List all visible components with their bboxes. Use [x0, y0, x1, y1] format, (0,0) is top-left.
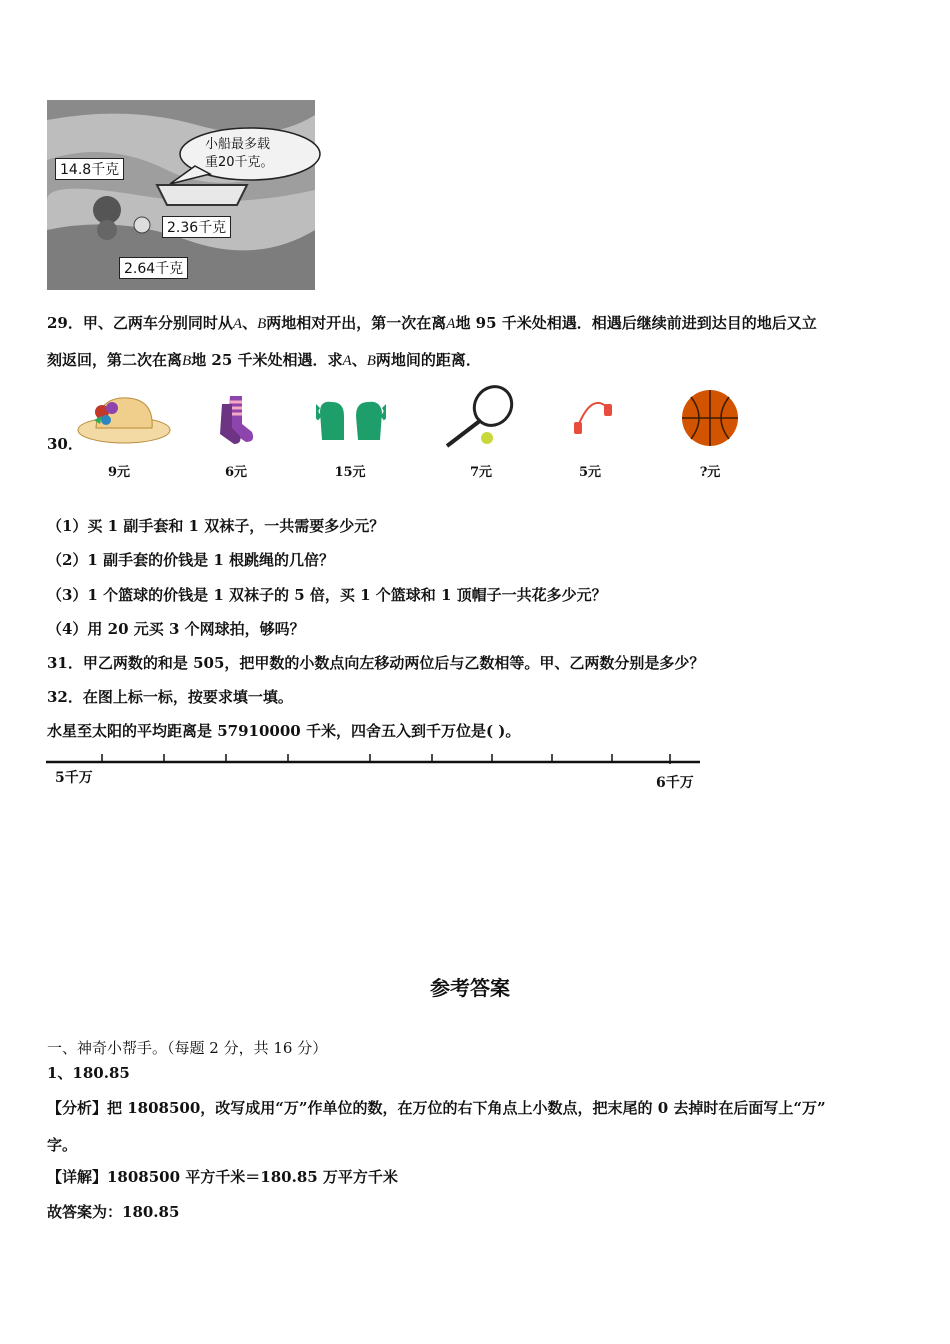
bubble-text-2: 重20千克。: [205, 155, 274, 170]
q29-number: 29．: [47, 314, 83, 332]
bubble-text-1: 小船最多载: [205, 137, 271, 152]
boat-figure: [47, 100, 315, 290]
answer-1-final: 故答案为：180.85: [47, 1203, 180, 1221]
q29-point-a-3: A: [342, 353, 352, 369]
price-gloves: 15元: [334, 465, 366, 480]
q29-text-2a: 刻返回，第二次在离: [47, 351, 183, 369]
q30-sub1: （1）买 1 副手套和 1 双袜子，一共需要多少元？: [47, 517, 385, 535]
q29-text-2c: 两地间的距离．: [375, 351, 481, 369]
number-line-left-label: 5千万: [55, 770, 93, 786]
q29-point-a-2: A: [446, 316, 456, 332]
answer-1: 1、180.85: [47, 1064, 130, 1082]
q29-point-b-2: B: [182, 353, 192, 369]
tennis-racket-icon: [441, 384, 521, 454]
q30-sub2: （2）1 副手套的价钱是 1 根跳绳的几倍？: [47, 551, 334, 569]
q30-sub4: （4）用 20 元买 3 个网球拍，够吗？: [47, 620, 305, 638]
price-basketball: ?元: [699, 465, 721, 480]
q29-sep-2: 、: [351, 351, 367, 369]
price-rope: 5元: [578, 465, 602, 480]
answer-1-detail: 【详解】1808500 平方千米＝180.85 万平方千米: [47, 1168, 398, 1186]
q29-point-b: B: [257, 316, 267, 332]
q29-text-1b: 两地相对开出，第一次在离: [266, 314, 447, 332]
price-socks: 6元: [224, 465, 248, 480]
number-line-right-label: 6千万: [656, 775, 694, 791]
price-racket: 7元: [469, 465, 493, 480]
q29-line1: [47, 312, 817, 333]
q32-text: 32．在图上标一标，按要求填一填。: [47, 688, 293, 706]
q32-line: 水星至太阳的平均距离是 57910000 千米，四舍五入到千万位是( )。: [47, 722, 521, 740]
price-hat: 9元: [107, 465, 131, 480]
speech-bubble: [165, 126, 325, 186]
number-line: [44, 750, 704, 774]
answer-1-analysis-cont: 字。: [47, 1136, 78, 1154]
hat-icon: [76, 390, 172, 450]
answers-section: 一、神奇小帮手。（每题 2 分，共 16 分）: [47, 1039, 328, 1057]
number-line-axis: [44, 750, 704, 770]
q29-text-1a: 甲、乙两车分别同时从: [82, 314, 233, 332]
answers-title: 参考答案: [430, 976, 510, 1000]
q29-sep-1: 、: [242, 314, 258, 332]
q30-number: 30．: [47, 435, 83, 453]
weight-label-b: 2.36千克: [162, 216, 231, 238]
q29-point-a: A: [232, 316, 243, 332]
q29-line2: [47, 349, 481, 370]
q29-text-2b: 地 25 千米处相遇．求: [191, 351, 343, 369]
q29-point-b-3: B: [366, 353, 376, 369]
weight-label-a: 14.8千克: [55, 158, 124, 180]
gloves-icon: [316, 398, 386, 448]
weight-label-c: 2.64千克: [119, 257, 188, 279]
basketball-icon: [681, 389, 739, 451]
socks-icon: [216, 394, 260, 450]
q31-text: 31．甲乙两数的和是 505，把甲数的小数点向左移动两位后与乙数相等。甲、乙两数分别是多少？: [47, 654, 705, 672]
answer-1-analysis: 【分析】把 1808500，改写成用“万”作单位的数，在万位的右下角点上小数点，把末尾的 0 去掉时在后面写上“万”: [47, 1099, 826, 1117]
jump-rope-icon: [572, 396, 616, 440]
q29-text-1c: 地 95 千米处相遇．相遇后继续前进到达目的地后又立: [455, 314, 817, 332]
q30-sub3: （3）1 个篮球的价钱是 1 双袜子的 5 倍，买 1 个篮球和 1 顶帽子一共花多少元？: [47, 586, 607, 604]
